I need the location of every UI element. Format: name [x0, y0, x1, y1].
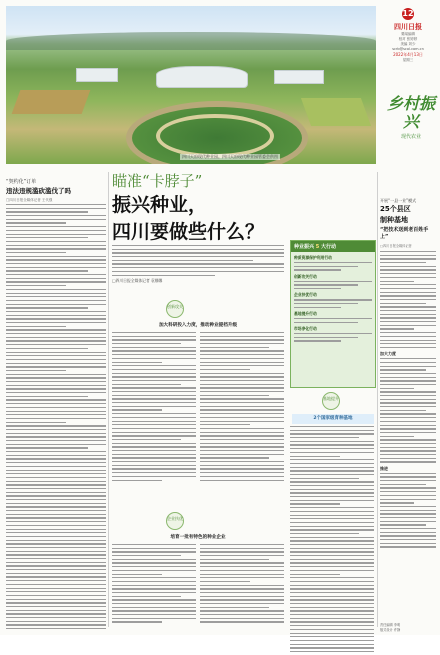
- intro-block: [112, 245, 284, 284]
- key-action-item: 创新攻关行动: [294, 273, 317, 279]
- right-title-1: 25个县区: [380, 205, 411, 213]
- key-action-text: [294, 333, 372, 342]
- section-title: 乡村振兴: [386, 94, 435, 131]
- key-action-item: 企业扶优行动: [294, 292, 317, 298]
- body-col-b-1: [200, 332, 284, 483]
- photo-building-left: [76, 68, 118, 82]
- masthead: [380, 8, 436, 78]
- masthead-line-1: 要闻编辑: [401, 32, 415, 36]
- key-action-text: [294, 318, 372, 323]
- right-title-3: “把技术送到老百姓手上”: [380, 227, 429, 240]
- right-byline: □四川日报全媒体记者: [380, 244, 412, 248]
- masthead-line-2: 校对 张婷婷: [398, 37, 418, 41]
- right-title-2: 制种基地: [380, 216, 408, 224]
- intro-byline: □四川日报全媒体记者 袁娜娜: [112, 278, 163, 284]
- badge-innovation: 创新攻关: [166, 300, 184, 318]
- footer-designer: 版式设计 许静: [380, 628, 401, 632]
- headline-line-1: 振兴种业，: [112, 194, 208, 216]
- photo-field-1: [12, 90, 91, 114]
- teaser-body-text: [6, 204, 106, 632]
- subhead-3: 2个国家级育种基地: [292, 414, 374, 424]
- masthead-line-3: 美编 刘少: [400, 42, 416, 46]
- photo-building-main: [156, 66, 248, 88]
- subhead-1: 加大科研投入力度，推动种业提档升级: [158, 323, 238, 328]
- headline-line-2: 四川要做些什么？: [112, 221, 265, 243]
- right-subhead-1: 加大力度: [380, 351, 396, 357]
- right-body-3: [380, 473, 436, 548]
- intro-text: [112, 245, 284, 276]
- masthead-date: 2022年4月13日: [393, 52, 423, 57]
- masthead-weekday: 星期三: [402, 58, 414, 62]
- main-headline: [112, 172, 284, 244]
- body-col-a-1: [112, 332, 196, 483]
- paper-name: 四川日报: [394, 22, 422, 31]
- photo-field-2: [301, 98, 371, 126]
- key-action-item: 种质资源保护利用行动: [294, 255, 332, 260]
- masthead-email: scrb@scol.com.cn: [392, 47, 424, 51]
- key-action-text: [294, 299, 372, 308]
- headline-kicker: 瞄准“卡脖子”: [112, 172, 203, 190]
- body-col-a-2: [112, 544, 196, 625]
- subhead-2: 培育一批有特色的种业企业: [170, 535, 226, 540]
- right-body-1: [380, 251, 436, 348]
- key-action-item: 基地提升行动: [294, 311, 317, 317]
- right-subhead-2: 推进: [380, 465, 388, 471]
- right-column-article: [380, 198, 436, 550]
- photo-building-right: [274, 70, 324, 84]
- section-label: [384, 95, 438, 140]
- column-rule-2: [377, 172, 378, 627]
- key-action-text: [294, 281, 372, 290]
- body-col-c: [290, 426, 374, 655]
- key-actions-box: [290, 240, 376, 388]
- teaser-byline: □四川日报全媒体记者 王代强: [6, 198, 53, 202]
- section-subtitle: 现代农业: [400, 134, 421, 140]
- page-number: 12: [402, 9, 414, 18]
- photo-ring-inner: [156, 114, 274, 158]
- teaser-title: 违法违规滥砍滥伐了吗: [6, 187, 71, 195]
- teaser-kicker: “契约化”订单: [6, 179, 37, 185]
- badge-base: 基地提升: [322, 392, 340, 410]
- page-footer: [380, 622, 436, 632]
- photo-hills: [6, 32, 376, 50]
- column-rule-1: [108, 172, 109, 627]
- aerial-photo-seed-park: [6, 6, 376, 164]
- badge-enterprise: 企业扶优: [166, 512, 184, 530]
- right-body-2: [380, 358, 436, 463]
- key-action-item: 市场净化行动: [294, 326, 317, 331]
- key-action-text: [294, 262, 372, 271]
- teaser-article: [6, 178, 106, 205]
- body-col-b-2: [200, 544, 284, 625]
- key-actions-header: 种业振兴 5 大行动: [291, 241, 375, 252]
- photo-caption: 四川天府现代种业园。四川天府现代种业园管委会供图: [182, 154, 278, 159]
- right-kicker: 开展“一县一业”模式: [380, 198, 417, 203]
- footer-editor: 责任编辑 李明: [380, 623, 401, 627]
